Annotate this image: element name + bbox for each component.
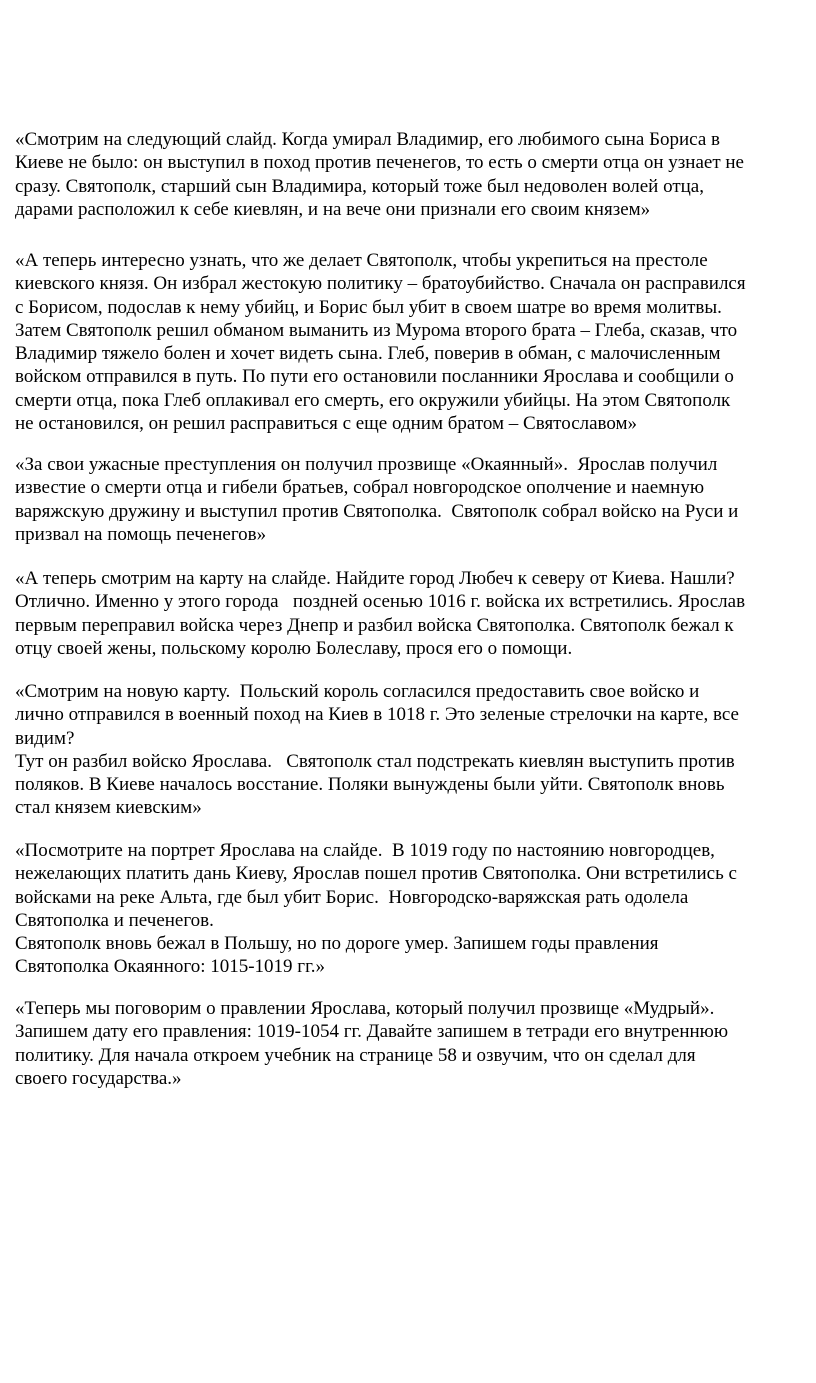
text-line: Запишем дату его правления: 1019-1054 гг. Давайте запишем в тетради его внутреннюю — [15, 1021, 729, 1043]
text-line: «Теперь мы поговорим о правлении Ярослава, который получил прозвище «Мудрый». — [15, 998, 715, 1019]
text-line: «За свои ужасные преступления он получил прозвище «Окаянный». Ярослав получил — [15, 454, 718, 475]
text-line: «Посмотрите на портрет Ярослава на слайде. В 1019 году по настоянию новгородцев, — [15, 840, 715, 861]
text-line: войском отправился в путь. По пути его остановили посланники Ярослава и сообщили о — [15, 366, 734, 388]
text-line: киевского князя. Он избрал жестокую политику – братоубийство. Сначала он расправился — [15, 273, 746, 295]
text-line: сразу. Святополк, старший сын Владимира, который тоже был недоволен волей отца, — [15, 175, 704, 197]
paragraph-4 — [15, 567, 805, 660]
text-line: с Борисом, подослав к нему убийц, и Борис был убит в своем шатре во время молитвы. — [15, 296, 722, 318]
text-line: Киеве не было: он выступил в поход против печенегов, то есть о смерти отца он узнает не — [15, 152, 744, 174]
paragraph-6 — [15, 839, 805, 979]
text-line: смерти отца, пока Глеб оплакивал его смерть, его окружили убийцы. На этом Святополк — [15, 389, 731, 411]
text-line: первым переправил войска через Днепр и разбил войска Святополка. Святополк бежал к — [15, 614, 734, 636]
paragraph-2 — [15, 249, 805, 435]
text-line: не остановился, он решил расправиться с еще одним братом – Святославом» — [15, 413, 638, 435]
text-line: Святополка и печенегов. — [15, 909, 214, 931]
paragraph-1 — [15, 128, 805, 221]
text-line: Святополк вновь бежал в Польшу, но по дороге умер. Запишем годы правления — [15, 933, 659, 955]
text-line: своего государства.» — [15, 1067, 182, 1089]
text-line: Отлично. Именно у этого города поздней осенью 1016 г. войска их встретились. Ярослав — [15, 591, 746, 613]
text-line: поляков. В Киеве началось восстание. Поляки вынуждены были уйти. Святополк вновь — [15, 774, 725, 796]
text-line: «Смотрим на следующий слайд. Когда умирал Владимир, его любимого сына Бориса в — [15, 129, 720, 150]
text-line: видим? — [15, 727, 75, 749]
text-line: Тут он разбил войско Ярослава. Святополк стал подстрекать киевлян выступить против — [15, 750, 735, 772]
text-line: отцу своей жены, польскому королю Болеславу, прося его о помощи. — [15, 637, 573, 659]
text-line: Владимир тяжело болен и хочет видеть сына. Глеб, поверив в обман, с малочисленным — [15, 343, 721, 365]
text-line: войсками на реке Альта, где был убит Борис. Новгородско-варяжская рать одолела — [15, 886, 689, 908]
paragraph-3 — [15, 453, 805, 546]
text-line: «А теперь интересно узнать, что же делает Святополк, чтобы укрепиться на престоле — [15, 250, 708, 271]
text-line: Святополка Окаянного: 1015-1019 гг.» — [15, 956, 326, 978]
text-line: известие о смерти отца и гибели братьев, собрал новгородское ополчение и наемную — [15, 477, 705, 499]
text-line: Затем Святополк решил обманом выманить из Мурома второго брата – Глеба, сказав, что — [15, 319, 738, 341]
text-line: нежелающих платить дань Киеву, Ярослав пошел против Святополка. Они встретились с — [15, 863, 737, 885]
text-line: стал князем киевским» — [15, 797, 202, 819]
paragraph-5 — [15, 680, 805, 820]
text-line: «А теперь смотрим на карту на слайде. Найдите город Любеч к северу от Киева. Нашли? — [15, 568, 735, 589]
text-line: призвал на помощь печенегов» — [15, 523, 267, 545]
text-line: дарами расположил к себе киевлян, и на вече они признали его своим князем» — [15, 198, 651, 220]
text-line: политику. Для начала откроем учебник на странице 58 и озвучим, что он сделал для — [15, 1044, 696, 1066]
text-line: «Смотрим на новую карту. Польский король согласился предоставить свое войско и — [15, 681, 700, 702]
text-line: лично отправился в военный поход на Киев в 1018 г. Это зеленые стрелочки на карте, все — [15, 704, 739, 726]
text-line: варяжскую дружину и выступил против Святополка. Святополк собрал войско на Руси и — [15, 500, 739, 522]
paragraph-7 — [15, 997, 805, 1090]
